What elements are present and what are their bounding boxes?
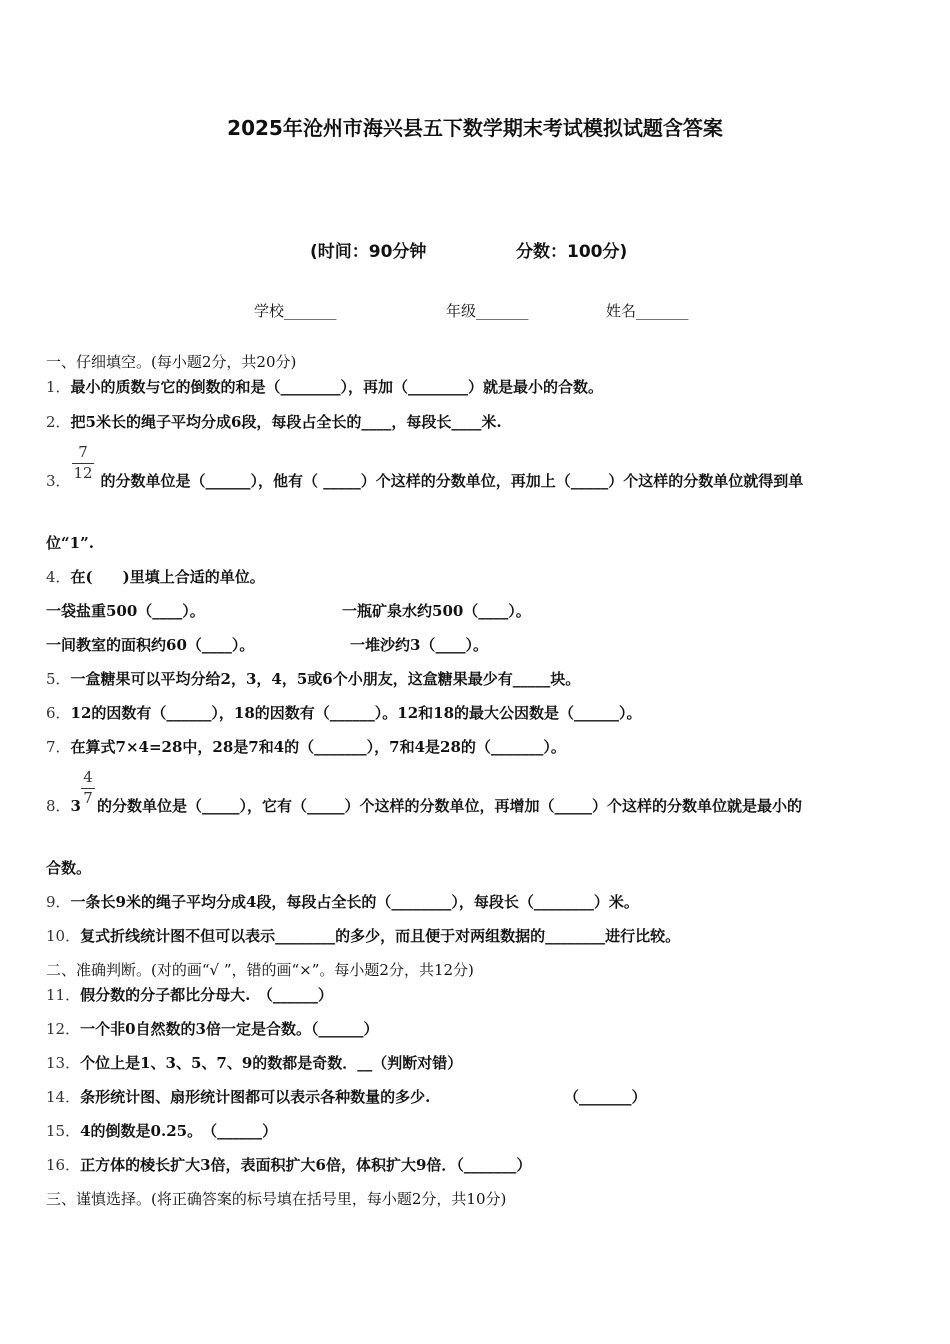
question-text: 一条长9米的绳子平均分成4段，每段占全长的（________），每段长（________）米。	[70, 893, 639, 911]
question-9	[46, 891, 639, 912]
question-4	[46, 566, 265, 587]
question-3	[46, 470, 803, 491]
question-4-item-a: 一袋盐重500（____）。	[46, 602, 205, 620]
question-15	[46, 1120, 277, 1141]
question-text: 在算式7×4=28中，28是7和4的（_______），7和4是28的（_______）。	[70, 738, 566, 756]
section-2-heading: 二、准确判断。(对的画“√ ”，错的画“×”。每小题2分，共12分)	[46, 961, 474, 979]
question-number: 16．	[46, 1156, 81, 1174]
question-text: 复式折线统计图不但可以表示________的多少，而且便于对两组数据的________进行比较。	[80, 927, 681, 945]
name-field: 姓名_______	[606, 302, 689, 320]
question-text: 个位上是1、3、5、7、9的数都是奇数．__（判断对错）	[80, 1054, 463, 1072]
question-1	[46, 376, 603, 397]
fraction-numerator: 7	[78, 443, 88, 461]
question-8	[46, 795, 802, 816]
school-field: 学校_______	[254, 302, 337, 320]
question-text: 把5米长的绳子平均分成6段，每段占全长的____，每段长____米.	[70, 413, 502, 431]
question-text: 正方体的棱长扩大3倍，表面积扩大6倍，体积扩大9倍．（_______）	[80, 1156, 532, 1174]
question-text: 一个非0自然数的3倍一定是合数。（______）	[80, 1020, 379, 1038]
question-number: 4．	[46, 568, 71, 586]
exam-score: 分数：100分)	[516, 242, 628, 262]
question-text: 12的因数有（______），18的因数有（______）。12和18的最大公因数是（______）。	[70, 704, 642, 722]
question-number: 11．	[46, 986, 81, 1004]
question-number: 10．	[46, 927, 81, 945]
fraction-numerator: 4	[83, 768, 93, 786]
question-number: 5．	[46, 670, 71, 688]
question-number: 9．	[46, 893, 71, 911]
question-13	[46, 1052, 462, 1073]
question-number: 2．	[46, 413, 71, 431]
question-number: 7．	[46, 738, 71, 756]
question-number: 12．	[46, 1020, 81, 1038]
question-2	[46, 411, 502, 432]
question-4-item-d: 一堆沙约3（____）。	[350, 636, 488, 654]
mixed-number-whole: 3	[70, 797, 81, 815]
question-text: 一盒糖果可以平均分给2，3，4，5或6个小朋友，这盒糖果最少有_____块。	[70, 670, 581, 688]
question-number: 3．	[46, 472, 71, 490]
section-3-heading: 三、谨慎选择。(将正确答案的标号填在括号里，每小题2分，共10分)	[46, 1190, 507, 1208]
question-text: 假分数的分子都比分母大. （______）	[80, 986, 333, 1004]
question-text: 在( )里填上合适的单位。	[70, 568, 265, 586]
fraction-7-12	[72, 443, 94, 482]
grade-field: 年级_______	[446, 302, 529, 320]
question-6	[46, 702, 642, 723]
question-number: 15．	[46, 1122, 81, 1140]
question-number: 1．	[46, 378, 71, 396]
question-4-item-b: 一瓶矿泉水约500（____）。	[342, 602, 531, 620]
question-number: 6．	[46, 704, 71, 722]
fraction-denominator: 7	[83, 789, 93, 807]
question-text: 的分数单位是（______），他有（ _____）个这样的分数单位，再加上（_____）个这样的分数单位就得到单	[100, 472, 804, 490]
question-5	[46, 668, 580, 689]
question-text: 的分数单位是（_____），它有（_____）个这样的分数单位，再增加（_____）个这样的分数单位就是最小的	[96, 797, 802, 815]
question-text: 4的倒数是0.25。 （______）	[80, 1122, 278, 1140]
question-11	[46, 984, 333, 1005]
fraction-denominator: 12	[73, 464, 93, 482]
fraction-4-7	[81, 768, 95, 807]
page-title: 2025年沧州市海兴县五下数学期末考试模拟试题含答案	[227, 116, 723, 140]
question-number: 13．	[46, 1054, 81, 1072]
question-text: 最小的质数与它的倒数的和是（________），再加（________）就是最小的合数。	[70, 378, 604, 396]
question-14	[46, 1086, 430, 1107]
question-3-continuation: 位“1”.	[46, 534, 94, 552]
exam-time: (时间：90分钟	[310, 242, 427, 262]
question-8-continuation: 合数。	[46, 859, 92, 877]
question-4-item-c: 一间教室的面积约60（____）。	[46, 636, 255, 654]
question-number: 14．	[46, 1088, 81, 1106]
section-1-heading: 一、仔细填空。(每小题2分，共20分)	[46, 353, 297, 371]
question-10	[46, 925, 680, 946]
question-14-blank: （_______）	[564, 1088, 647, 1106]
question-text: 条形统计图、扇形统计图都可以表示各种数量的多少.	[80, 1088, 431, 1106]
question-7	[46, 736, 566, 757]
question-12	[46, 1018, 378, 1039]
question-number: 8．	[46, 797, 71, 815]
question-16	[46, 1154, 531, 1175]
